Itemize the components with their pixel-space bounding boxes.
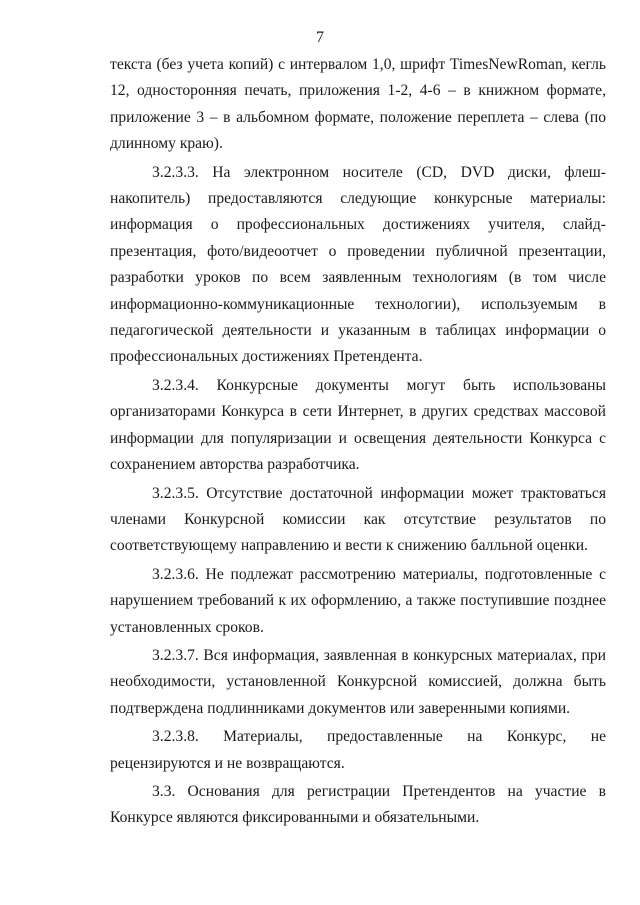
paragraph-3-2-3-4: 3.2.3.4. Конкурсные документы могут быть использованы организаторами Конкурса в сети Интернет, в других средствах массовой информации для популяризации и освещения деятельности Конкурса с сохранением авторства разработчика.: [110, 376, 606, 474]
paragraph-3-3: 3.3. Основания для регистрации Претендентов на участие в Конкурсе являются фиксированными и обязательными.: [110, 782, 606, 827]
paragraph-3-2-3-7: 3.2.3.7. Вся информация, заявленная в конкурсных материалах, при необходимости, установленной Конкурсной комиссией, должна быть подтверждена подлинниками документов или заверенными копиями.: [110, 646, 606, 717]
paragraph-3-2-3-3: 3.2.3.3. На электронном носителе (CD, DVD диски, флеш-накопитель) предоставляются следующие конкурсные материалы: информация о профессиональных достижениях учителя, слайд-презентация, фото/видеоотчет о проведении публичной презентации, разработки уроков по всем заявленным технологиям (в том числе информационно-коммуникационные технологии), используемым в педагогической деятельности и указанным в таблицах информации о профессиональных достижениях Претендента.: [110, 163, 606, 366]
document-body: [110, 52, 606, 832]
paragraph-3-2-3-8: 3.2.3.8. Материалы, предоставленные на Конкурс, не рецензируются и не возвращаются.: [110, 728, 606, 772]
page-number: 7: [316, 29, 324, 46]
paragraph-3-2-3-5: 3.2.3.5. Отсутствие достаточной информации может трактоваться членами Конкурсной комиссии как отсутствие результатов по соответствующему направлению и вести к снижению балльной оценки.: [110, 484, 606, 555]
paragraph-continuation: текста (без учета копий) с интервалом 1,0, шрифт TimesNewRoman, кегль 12, односторонняя печать, приложения 1-2, 4-6 – в книжном формате, приложение 3 – в альбомном формате, положение переплета – слева (по длинному краю).: [110, 56, 606, 153]
paragraph-3-2-3-6: 3.2.3.6. Не подлежат рассмотрению материалы, подготовленные с нарушением требований к их оформлению, а также поступившие позднее установленных сроков.: [110, 565, 606, 636]
